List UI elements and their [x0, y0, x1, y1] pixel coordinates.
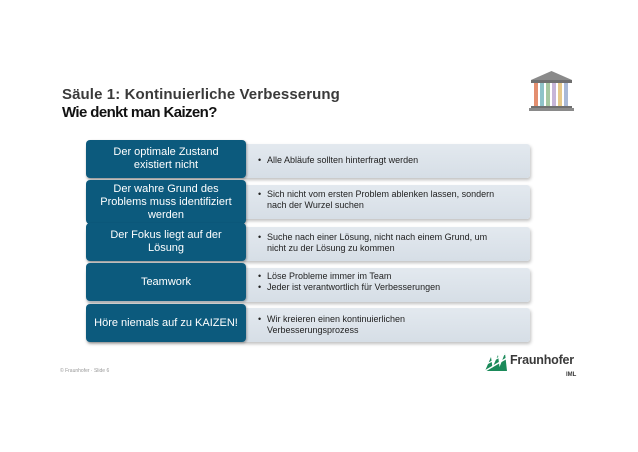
row-label-box: Höre niemals auf zu KAIZEN!: [86, 304, 246, 342]
footer-copyright: © Fraunhofer · Slide 6: [60, 368, 110, 374]
slide-title: Säule 1: Kontinuierliche Verbesserung: [62, 86, 340, 103]
temple-pillar-icon: [529, 71, 574, 111]
bullet-item: • Jeder ist verantwortlich für Verbesserungen: [258, 282, 528, 293]
bullet-item: • Wir kreieren einen kontinuierlichen Verbesserungsprozess: [258, 314, 528, 336]
row-bullets: [258, 189, 528, 211]
row-bullets: [258, 232, 528, 254]
row-label-box: Der optimale Zustand existiert nicht: [86, 140, 246, 178]
logo-subtext: IML: [566, 372, 577, 378]
row-bullets: [258, 155, 528, 166]
bullet-item: • Alle Abläufe sollten hinterfragt werden: [258, 155, 528, 166]
row-bullets: [258, 271, 528, 293]
bullet-item: • Löse Probleme immer im Team: [258, 271, 528, 282]
bullet-item: • Suche nach einer Lösung, nicht nach einem Grund, um nicht zu der Lösung zu kommen: [258, 232, 528, 254]
row-label-box: Der wahre Grund des Problems muss identifiziert werden: [86, 180, 246, 224]
bullet-item: • Sich nicht vom ersten Problem ablenken lassen, sondern nach der Wurzel suchen: [258, 189, 528, 211]
logo-wordmark: Fraunhofer: [510, 353, 574, 367]
row-label-box: Teamwork: [86, 263, 246, 301]
slide-subtitle: Wie denkt man Kaizen?: [62, 104, 217, 121]
row-label-box: Der Fokus liegt auf der Lösung: [86, 223, 246, 261]
row-bullets: [258, 314, 528, 336]
